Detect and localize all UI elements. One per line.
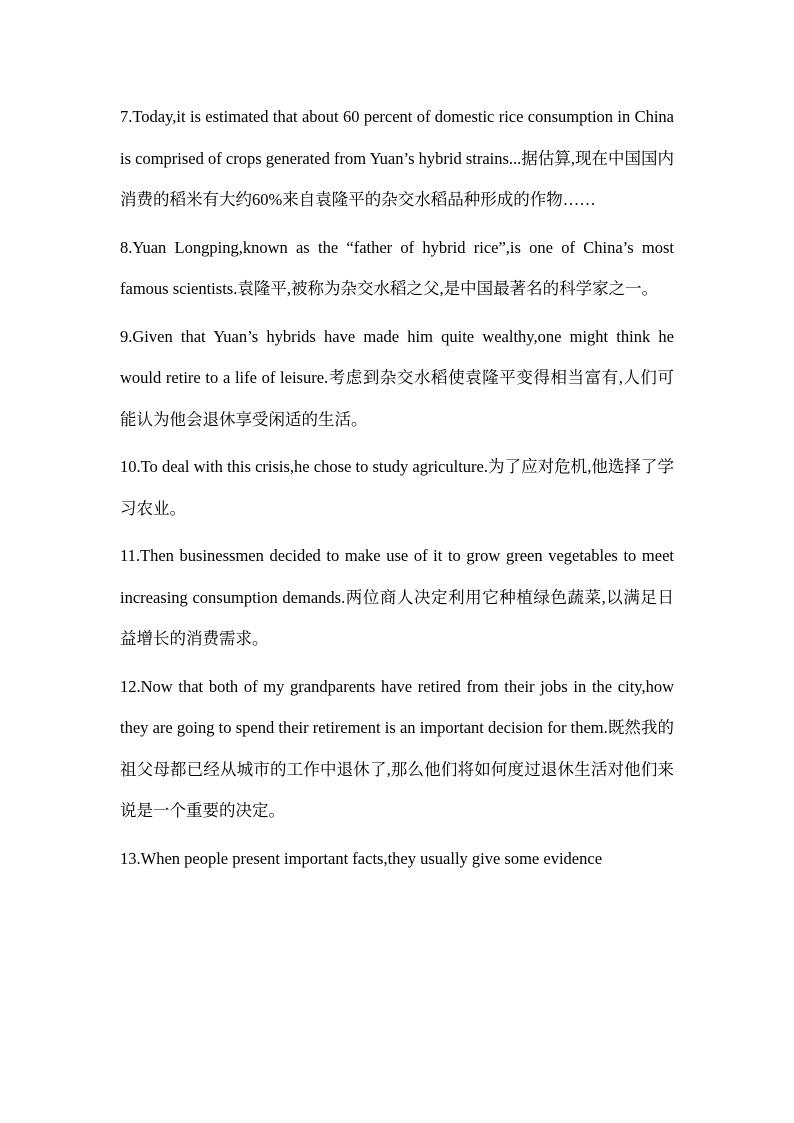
sentence-12: 12.Now that both of my grandparents have retired from their jobs in the city,how they are going to spend their retirement is an important decision for them.既然我的祖父母都已经从城市的工作中退休了,那么他们将如何度过退休生活对他们来说是一个重要的决定。 [120, 676, 674, 820]
sentence-8: 8.Yuan Longping,known as the “father of hybrid rice”,is one of China’s most famous scientists.袁隆平,被称为杂交水稻之父,是中国最著名的科学家之一。 [120, 237, 674, 298]
document-body [120, 96, 674, 885]
sentence-9: 9.Given that Yuan’s hybrids have made him quite wealthy,one might think he would retire to a life of leisure.考虑到杂交水稻使袁隆平变得相当富有,人们可能认为他会退休享受闲适的生活。 [120, 326, 674, 429]
sentence-11: 11.Then businessmen decided to make use of it to grow green vegetables to meet increasing consumption demands.两位商人决定利用它种植绿色蔬菜,以满足日益增长的消费需求。 [120, 546, 674, 648]
sentence-13: 13.When people present important facts,they usually give some evidence [120, 848, 603, 868]
sentence-7: 7.Today,it is estimated that about 60 percent of domestic rice consumption in China is comprised of crops generated from Yuan’s hybrid strains...据估算,现在中国国内消费的稻米有大约60%来自袁隆平的杂交水稻品种形成的作物…… [120, 107, 674, 209]
sentence-10: 10.To deal with this crisis,he chose to study agriculture.为了应对危机,他选择了学习农业。 [120, 457, 674, 518]
